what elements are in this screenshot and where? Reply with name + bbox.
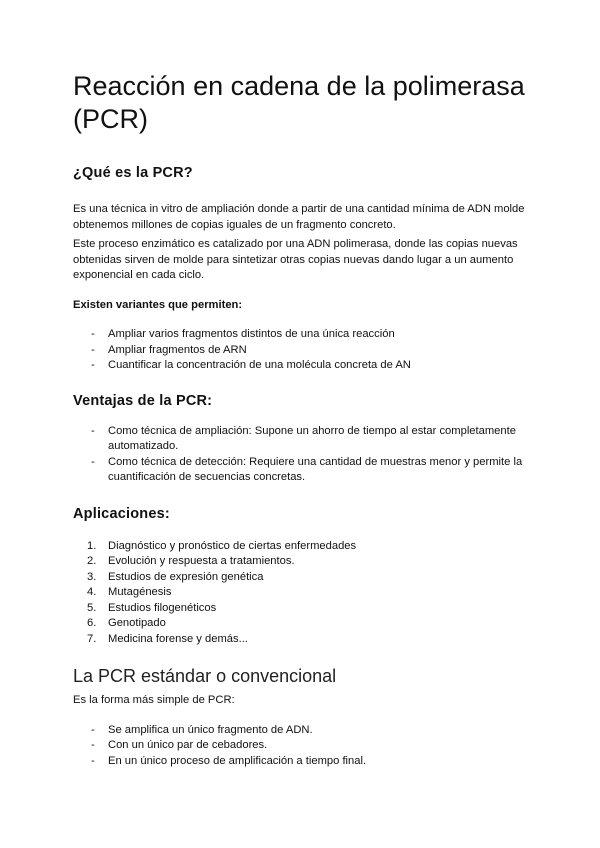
list-number: 6. xyxy=(87,617,97,629)
list-item: - Ampliar fragmentos de ARN xyxy=(73,343,533,359)
list-item: 4. Mutagénesis xyxy=(73,585,533,601)
dash-marker: - xyxy=(91,328,95,340)
variants-heading: Existen variantes que permiten: xyxy=(73,298,243,311)
list-number: 3. xyxy=(87,570,97,583)
section-heading-que-es: ¿Qué es la PCR? xyxy=(73,165,193,181)
section-heading-ventajas: Ventajas de la PCR: xyxy=(73,392,213,409)
dash-marker: - xyxy=(91,455,95,468)
list-number: 5. xyxy=(87,601,97,614)
list-number: 1. xyxy=(87,539,97,552)
dash-marker: - xyxy=(91,754,95,767)
list-item: - Se amplifica un único fragmento de ADN. xyxy=(73,723,533,739)
list-item: - Ampliar varios fragmentos distintos de una única reacción xyxy=(73,327,533,343)
list-item: 3. Estudios de expresión genética xyxy=(73,570,533,586)
list-number: 7. xyxy=(87,632,97,645)
list-item: 5. Estudios filogenéticos xyxy=(73,601,533,617)
list-item: - Con un único par de cebadores. xyxy=(73,738,533,754)
list-item: 7. Medicina forense y demás... xyxy=(73,632,533,648)
list-item: - En un único proceso de amplificación a tiempo final. xyxy=(73,754,533,770)
dash-marker: - xyxy=(91,359,95,371)
list-number: 2. xyxy=(87,555,97,567)
list-item: - Como técnica de detección: Requiere una cantidad de muestras menor y permite la cuantificación de secuencias concretas. xyxy=(91,455,523,483)
list-item: 6. Genotipado xyxy=(73,616,533,632)
list-item: 1. Diagnóstico y pronóstico de ciertas enfermedades xyxy=(73,539,533,555)
section-heading-estandar: La PCR estándar o convencional xyxy=(73,666,337,686)
dash-marker: - xyxy=(91,739,95,751)
dash-marker: - xyxy=(91,424,95,437)
paragraph-definition: Es una técnica in vitro de ampliación donde a partir de una cantidad mínima de ADN molde obtenemos millones de copias iguales de un fragmento concreto. xyxy=(73,203,525,231)
variants-list xyxy=(73,327,533,374)
ventajas-list xyxy=(73,424,533,486)
list-item: - Cuantificar la concentración de una molécula concreta de AN xyxy=(73,358,533,374)
estandar-intro: Es la forma más simple de PCR: xyxy=(73,694,235,706)
list-item: 2. Evolución y respuesta a tratamientos. xyxy=(73,554,533,570)
list-number: 4. xyxy=(87,586,97,598)
dash-marker: - xyxy=(91,723,95,736)
paragraph-process: Este proceso enzimático es catalizado por una ADN polimerasa, donde las copias nuevas obtenidas sirven de molde para sintetizar otras copias nuevas dando lugar a un aumento exponencial en cada ciclo. xyxy=(73,238,518,281)
page-title: Reacción en cadena de la polimerasa (PCR) xyxy=(73,71,525,134)
section-heading-aplicaciones: Aplicaciones: xyxy=(73,505,170,522)
list-item: - Como técnica de ampliación: Supone un ahorro de tiempo al estar completamente automatizado. xyxy=(91,424,516,452)
dash-marker: - xyxy=(91,343,95,356)
aplicaciones-list xyxy=(73,539,533,648)
document-page xyxy=(73,70,533,769)
estandar-list xyxy=(73,723,533,770)
